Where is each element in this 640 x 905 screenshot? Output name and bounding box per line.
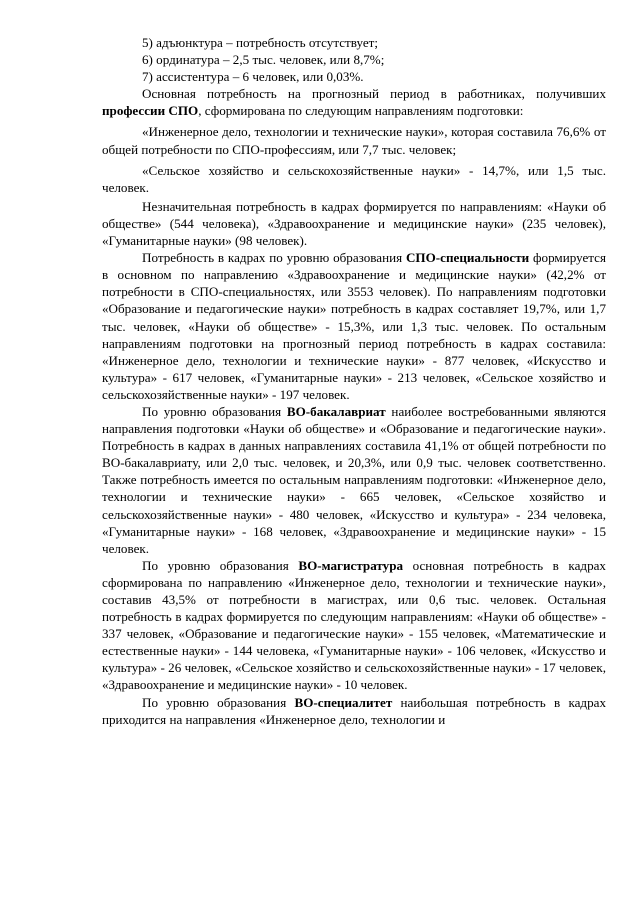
text-run: формируется в основном по направлению «Здравоохранение и медицинские науки» (42,2% от потребности в СПО-специальностях, или 3553 человек). По направлениям подготовки «Образование и педагогические науки» потребность в кадрах составляет 19,7%, или 1,7 тыс. человек, «Науки об обществе» - 15,3%, или 1,3 тыс. человек. По остальным направлениям подготовки на прогнозный период потребность в кадрах составила: «Инженерное дело, технологии и технические науки» - 877 человек, «Искусство и культура» - 617 человек, «Гуманитарные науки» - 213 человек, «Сельское хозяйство и сельскохозяйственные науки» - 197 человек. xyxy=(102,250,606,402)
text-run: наибольшая потребность в кадрах приходится на направления «Инженерное дело, технологии и xyxy=(102,694,606,727)
bold-term-bachelor: ВО-бакалавриат xyxy=(286,403,386,419)
paragraph-master xyxy=(102,557,606,694)
bold-term-master: ВО-магистратура xyxy=(298,557,404,573)
paragraph-bachelor xyxy=(102,403,606,557)
text-run: наиболее востребованными являются направления подготовки «Науки об обществе» и «Образование и педагогические науки». Потребность в кадрах в данных направлениях составила 41,1% от общей потребности по ВО-бакалавриату, или 2,0 тыс. человек, и 20,3%, или 0,9 тыс. человек соответственно. Также потребность имеется по остальным направлениям подготовки: «Инженерное дело, технологии и технические науки» - 665 человек, «Сельское хозяйство и сельскохозяйственные науки» - 480 человек, «Искусство и культура» - 234 человека, «Гуманитарные науки» - 168 человек, «Здравоохранение и медицинские науки» - 15 человек. xyxy=(102,403,606,556)
bold-term-specialist: ВО-специалитет xyxy=(294,694,393,710)
text-run: По уровню образования xyxy=(142,403,287,419)
bold-term-spo-professions: профессии СПО xyxy=(102,103,199,119)
paragraph-spo-professions xyxy=(102,85,606,119)
text-run: , сформирована по следующим направлениям подготовки: xyxy=(198,103,524,119)
text-run: Основная потребность на прогнозный период в работниках, получивших xyxy=(142,86,606,102)
bold-term-spo-specialties: СПО-специальности xyxy=(405,250,530,266)
document-page xyxy=(102,34,606,728)
list-item-assistentura: 7) ассистентура – 6 человек, или 0,03%. xyxy=(142,69,364,85)
text-run: По уровню образования xyxy=(142,557,299,573)
quote-engineering: «Инженерное дело, технологии и технические науки», которая составила 76,6% от общей потребности по СПО-профессиям, или 7,7 тыс. человек; xyxy=(102,124,606,157)
text-run: По уровню образования xyxy=(142,694,295,710)
paragraph-minor-demand: Незначительная потребность в кадрах формируется по направлениям: «Науки об обществе» (544 человека), «Здравоохранение и медицинские науки» (235 человек), «Гуманитарные науки» (98 человек). xyxy=(102,198,606,249)
quote-agriculture: «Сельское хозяйство и сельскохозяйственные науки» - 14,7%, или 1,5 тыс. человек. xyxy=(102,162,606,195)
paragraph-spo-specialties xyxy=(102,249,606,403)
paragraph-specialist xyxy=(102,694,606,728)
list-item-ordinatura: 6) ординатура – 2,5 тыс. человек, или 8,7%; xyxy=(142,52,385,68)
list-item-adjunktura: 5) адъюнктура – потребность отсутствует; xyxy=(142,35,379,50)
text-run: основная потребность в кадрах сформирована по направлению «Инженерное дело, технологии и технические науки», составив 43,5% от потребности в магистрах, или 0,6 тыс. человек. Остальная потребность в кадрах формируется по следующим направлениям: «Науки об обществе» - 337 человек, «Образование и педагогические науки» - 155 человек, «Математические и естественные науки» - 144 человека, «Гуманитарные науки» - 106 человек, «Искусство и культура» - 26 человек, «Сельское хозяйство и сельскохозяйственные науки» - 17 человек, «Здравоохранение и медицинские науки» - 10 человек. xyxy=(102,557,606,693)
text-run: Потребность в кадрах по уровню образования xyxy=(142,250,406,266)
